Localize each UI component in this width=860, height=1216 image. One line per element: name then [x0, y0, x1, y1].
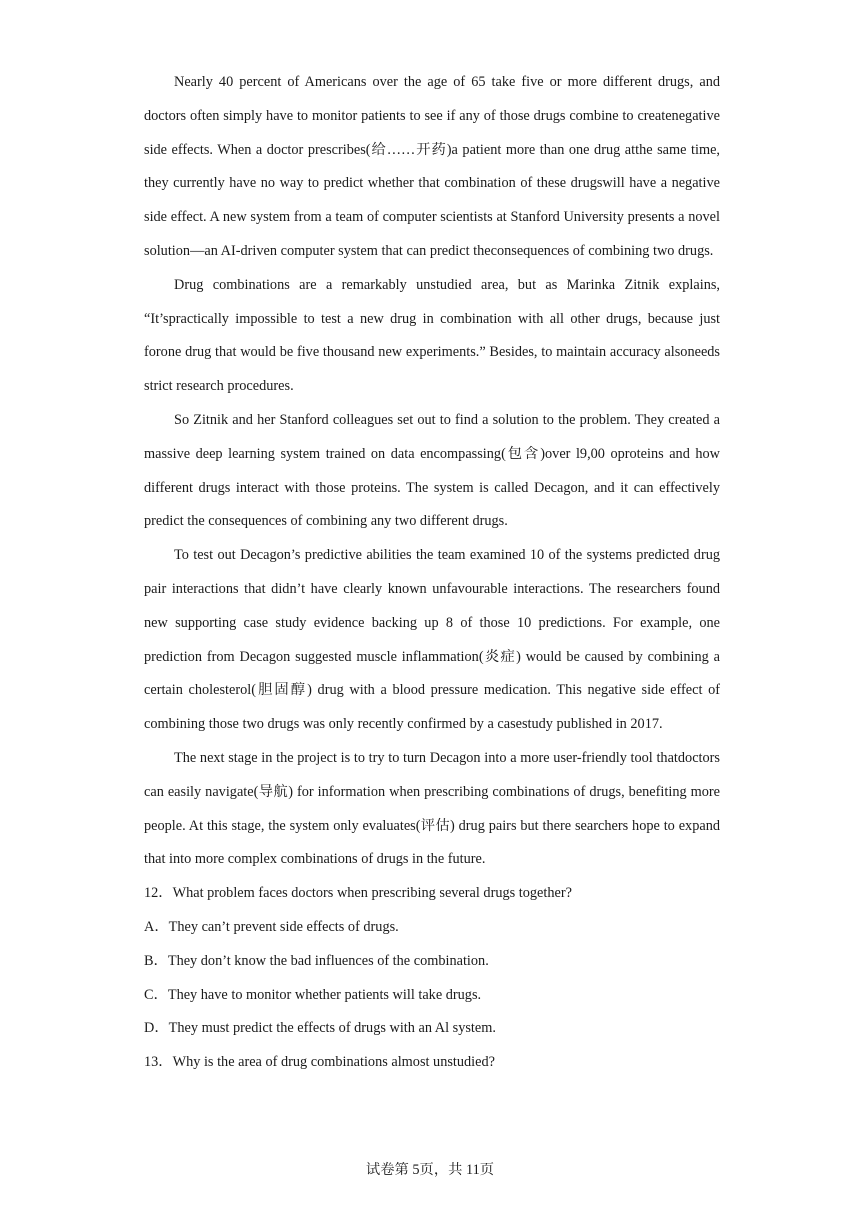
question-12-option-c: C．They have to monitor whether patients will take drugs. [144, 986, 482, 1003]
question-12-option-b: B．They don’t know the bad influences of the combination. [144, 952, 489, 969]
question-12-option-d: D．They must predict the effects of drugs with an Al system. [144, 1020, 496, 1037]
question-13-stem: 13．Why is the area of drug combinations almost unstudied? [144, 1054, 495, 1071]
document-body [144, 66, 720, 1080]
question-13 [144, 1046, 720, 1080]
question-12-stem: 12．What problem faces doctors when prescribing several drugs together? [144, 885, 572, 902]
passage-paragraph-2: Drug combinations are a remarkably unstudied area, but as Marinka Zitnik explains, “It’spractically impossible to test a new drug in combination with all other drugs, because just forone drug that would be five thousand new experiments.” Besides, to maintain accuracy alsoneeds strict research procedures. [144, 276, 720, 395]
passage-paragraph-3: So Zitnik and her Stanford colleagues set out to find a solution to the problem. They created a massive deep learning system trained on data encompassing(包含)over l9,00 oproteins and how different drugs interact with those proteins. The system is called Decagon, and it can effectively predict the consequences of combining any two different drugs. [144, 411, 720, 530]
passage-paragraph-5: The next stage in the project is to try to turn Decagon into a more user-friendly tool thatdoctors can easily navigate(导航) for information when prescribing combinations of drugs, benefiting more people. At this stage, the system only evaluates(评估) drug pairs but there searchers hope to expand that into more complex combinations of drugs in the future. [144, 749, 720, 868]
question-12-option-a: A．They can’t prevent side effects of drugs. [144, 918, 399, 935]
page-footer: 试卷第 5页，共 11页 [365, 1162, 495, 1178]
passage-paragraph-1: Nearly 40 percent of Americans over the age of 65 take five or more different drugs, and doctors often simply have to monitor patients to see if any of those drugs combine to createnegative side effects. When a doctor prescribes(给……开药)a patient more than one drug atthe same time, they currently have no way to predict whether that combination of these drugswill have a negative side effect. A new system from a team of computer scientists at Stanford University presents a novel solution—an AI-driven computer system that can predict theconsequences of combining two drugs. [144, 74, 720, 259]
passage-paragraph-4: To test out Decagon’s predictive abilities the team examined 10 of the systems predicted drug pair interactions that didn’t have clearly known unfavourable interactions. The researchers found new supporting case study evidence backing up 8 of those 10 predictions. For example, one prediction from Decagon suggested muscle inflammation(炎症) would be caused by combining a certain cholesterol(胆固醇) drug with a blood pressure medication. This negative side effect of combining those two drugs was only recently confirmed by a casestudy published in 2017. [144, 547, 720, 733]
question-12 [144, 877, 720, 1046]
